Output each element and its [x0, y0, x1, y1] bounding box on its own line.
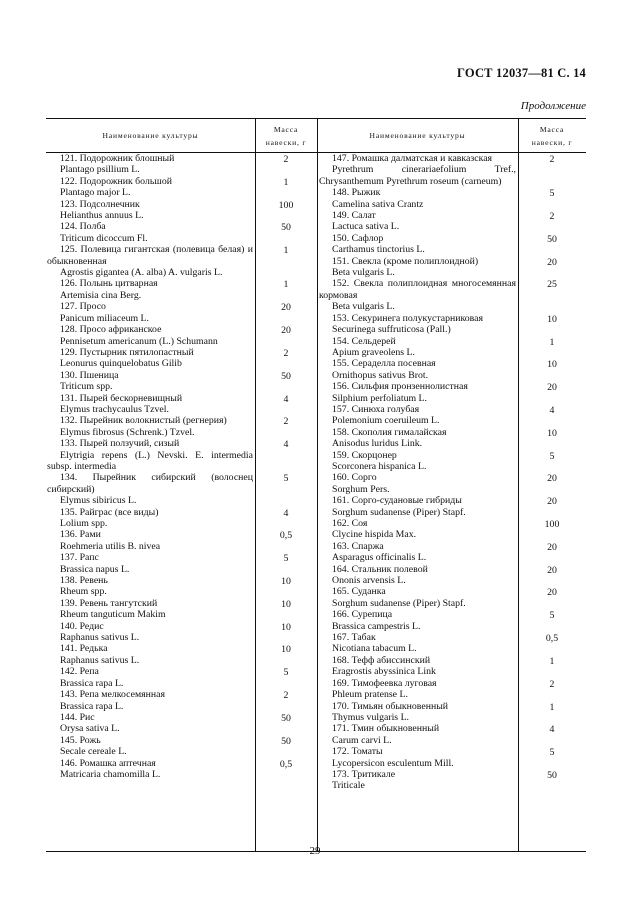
mass-value: 20 [547, 257, 557, 269]
mass-header-line1: Масса [539, 124, 565, 134]
mass-value: 10 [281, 622, 291, 634]
crop-latin-name: Rheum spp. [60, 586, 107, 598]
mass-value: 20 [281, 302, 291, 314]
crop-name: 135. Райграс (все виды) [60, 506, 159, 518]
mass-value: 20 [547, 473, 557, 485]
mass-value: 4 [283, 394, 289, 406]
column-header-name-right: Наименование культуры [369, 131, 466, 140]
crop-name: 152. Свекла полиплоидная многосемянная кормовая [319, 278, 516, 301]
column-header-name-left: Наименование культуры [102, 131, 199, 140]
crop-name: 134. Пырейник сибирский (волоснец сибирский) [47, 472, 253, 495]
crop-latin-name: Agrostis gigantea (A. alba) A. vulgaris L. [60, 267, 223, 279]
crop-name: 136. Рами [60, 529, 101, 541]
crop-name: 145. Рожь [60, 734, 101, 746]
mass-value: 2 [549, 211, 555, 223]
mass-value: 2 [283, 416, 289, 428]
page-number: 29 [309, 845, 321, 857]
crop-latin-name: Rheum tanguticum Makim [60, 609, 166, 621]
continuation-label: Продолжение [520, 100, 586, 112]
crop-name: 157. Синюха голубая [332, 403, 420, 415]
mass-header-line1: Масса [273, 124, 299, 134]
crop-latin-name: Pennisetum americanum (L.) Schumann [60, 335, 218, 347]
crop-name: 155. Сераделла посевная [332, 358, 436, 370]
mass-value: 0,5 [279, 530, 293, 542]
crop-name: 143. Репа мелкосемянная [60, 689, 166, 701]
crop-name: 122. Подорожник большой [60, 175, 172, 187]
mass-value: 20 [547, 542, 557, 554]
crop-latin-name: Scorconera hispanica L. [332, 460, 427, 472]
crop-name: 153. Секуринега полукустарниковая [332, 312, 483, 324]
crop-latin-name: Ononis arvensis L. [332, 575, 406, 587]
crop-latin-name: Securinega suffruticosa (Pall.) [332, 324, 451, 336]
crop-latin-name: Lactuca sativa L. [332, 221, 400, 233]
crop-name: 154. Сельдерей [332, 335, 396, 347]
mass-value: 10 [547, 314, 557, 326]
crop-name: 126. Полынь цитварная [60, 278, 158, 290]
mass-value: 0,5 [545, 633, 559, 645]
crop-latin-name: Brassica campestris L. [332, 620, 421, 632]
mass-value: 10 [281, 644, 291, 656]
crop-name: 149. Салат [332, 210, 376, 222]
mass-value: 5 [283, 553, 289, 565]
mass-value: 50 [547, 770, 557, 782]
mass-value: 2 [549, 154, 555, 166]
crop-name: 161. Сорго-судановые гибриды [332, 495, 462, 507]
mass-value: 10 [547, 359, 557, 371]
mass-header-line2: навески, г [265, 137, 307, 147]
crop-latin-name: Lycopersicon esculentum Mill. [332, 757, 454, 769]
crop-latin-name: Carum carvi L. [332, 734, 392, 746]
mass-value: 2 [283, 154, 289, 166]
mass-value: 20 [547, 496, 557, 508]
mass-value: 5 [549, 610, 555, 622]
mass-value: 50 [547, 234, 557, 246]
crop-name: 173. Тритикале [332, 768, 396, 780]
mass-value: 2 [283, 348, 289, 360]
crop-name: 144. Рис [60, 711, 95, 723]
crop-name: 138. Ревень [60, 575, 108, 587]
crop-name: 146. Ромашка аптечная [60, 757, 156, 769]
crop-name: 169. Тимофеевка луговая [332, 677, 437, 689]
mass-value: 10 [281, 599, 291, 611]
document-code: ГОСТ 12037—81 С. 14 [457, 66, 586, 80]
crop-latin-name: Elytrigia repens (L.) Nevski. E. intermedia subsp. intermedia [47, 449, 253, 472]
crop-latin-name: Elymus trachycaulus Tzvel. [60, 403, 169, 415]
mass-value: 50 [281, 736, 291, 748]
mass-value: 50 [281, 371, 291, 383]
crop-name: 132. Пырейник волокнистый (регнерия) [60, 415, 227, 427]
crop-latin-name: Brassica rapa L. [60, 700, 124, 712]
crop-latin-name: Helianthus annuus L. [60, 210, 144, 222]
crop-latin-name: Elymus sibiricus L. [60, 495, 137, 507]
crop-latin-name: Polemonium coeruileum L. [332, 415, 440, 427]
mass-value: 1 [283, 177, 289, 189]
crop-latin-name: Panicum miliaceum L. [60, 312, 149, 324]
mass-value: 2 [549, 679, 555, 691]
mass-value: 0,5 [279, 759, 293, 771]
crop-name: 131. Пырей бескорневищный [60, 392, 183, 404]
mass-value: 1 [549, 656, 555, 668]
crop-name: 125. Полевица гигантская (полевица белая) и обыкновенная [47, 244, 253, 267]
crop-latin-name: Artemisia cina Berg. [60, 289, 142, 301]
mass-value: 50 [281, 222, 291, 234]
crop-latin-name: Eragrostis abyssinica Link [332, 666, 436, 678]
column-header-mass-right [518, 119, 586, 152]
mass-value: 100 [278, 200, 294, 212]
crop-latin-name: Triticum spp. [60, 381, 113, 393]
crop-name: 121. Подорожник блошный [60, 153, 175, 164]
crop-name: 171. Тмин обыкновенный [332, 723, 440, 735]
crop-latin-name: Camelina sativa Crantz [332, 198, 424, 210]
mass-value: 1 [283, 245, 289, 257]
crop-name: 148. Рыжик [332, 187, 381, 199]
crop-name: 165. Суданка [332, 586, 386, 598]
crop-name: 151. Свекла (кроме полиплоидной) [332, 255, 479, 267]
crop-name: 127. Просо [60, 301, 106, 313]
mass-value: 2 [283, 690, 289, 702]
crop-name: 164. Стальник полевой [332, 563, 428, 575]
mass-header-line2: навески, г [531, 137, 573, 147]
crop-latin-name: Sorghum sudanense (Piper) Stapf. [332, 506, 466, 518]
mass-value: 20 [547, 565, 557, 577]
mass-value: 5 [549, 451, 555, 463]
crop-latin-name: Apium graveolens L. [332, 346, 415, 358]
crop-name: 170. Тимьян обыкновенный [332, 700, 449, 712]
crop-latin-name: Beta vulgaris L. [332, 267, 395, 279]
crop-latin-name: Brassica napus L. [60, 563, 130, 575]
crop-name: 123. Подсолнечник [60, 198, 140, 210]
crop-latin-name: Clycine hispida Max. [332, 529, 417, 541]
crop-name: 140. Редис [60, 620, 104, 632]
crop-name: 147. Ромашка далматская и кавказская [332, 153, 493, 164]
crop-names-right [319, 153, 516, 792]
crop-name: 124. Полба [60, 221, 106, 233]
column-header-mass-left [255, 119, 317, 152]
crop-latin-name: Asparagus officinalis L. [332, 552, 427, 564]
mass-value: 5 [549, 188, 555, 200]
crop-name: 130. Пшеница [60, 369, 119, 381]
crop-latin-name: Anisodus luridus Link. [332, 438, 423, 450]
crop-name: 139. Ревень тангутский [60, 597, 158, 609]
crop-latin-name: Carthamus tinctorius L. [332, 244, 425, 256]
crop-name: 141. Редька [60, 643, 108, 655]
mass-value: 4 [549, 724, 555, 736]
crop-name: 162. Соя [332, 518, 368, 529]
column-divider [317, 119, 318, 851]
crop-latin-name: Raphanus sativus L. [60, 632, 140, 644]
crop-name: 172. Томаты [332, 746, 383, 758]
mass-value: 4 [283, 439, 289, 451]
crop-name: 166. Сурепица [332, 609, 393, 621]
mass-value: 20 [547, 587, 557, 599]
mass-value: 4 [549, 405, 555, 417]
crop-latin-name: Nicotiana tabacum L. [332, 643, 417, 655]
column-divider [518, 119, 519, 851]
mass-value: 5 [549, 747, 555, 759]
mass-value: 5 [283, 667, 289, 679]
crop-latin-name: Phleum pratense L. [332, 689, 408, 701]
crop-name: 159. Скорцонер [332, 449, 397, 461]
mass-value: 10 [547, 428, 557, 440]
mass-value: 1 [283, 279, 289, 291]
crop-latin-name: Elymus fibrosus (Schrenk.) Tzvel. [60, 426, 195, 438]
crop-latin-name: Plantago major L. [60, 187, 131, 199]
crop-name: 168. Тефф абиссинский [332, 654, 431, 666]
crop-latin-name: Thymus vulgaris L. [332, 711, 410, 723]
mass-value: 20 [547, 382, 557, 394]
mass-value: 100 [544, 519, 560, 531]
crop-latin-name: Roehmeria utilis B. nivea [60, 540, 161, 552]
crop-latin-name: Secale cereale L. [60, 746, 127, 758]
mass-value: 5 [283, 473, 289, 485]
crop-latin-name: Raphanus sativus L. [60, 654, 140, 666]
mass-value: 50 [281, 713, 291, 725]
mass-value: 1 [549, 337, 555, 349]
crop-name: 150. Сафлор [332, 232, 384, 244]
mass-value: 20 [281, 325, 291, 337]
crop-latin-name: Pyrethrum cinerariaefolium Tref., Chrysanthemum Pyrethrum roseum (carneum) [319, 164, 516, 187]
crop-latin-name: Orysa sativa L. [60, 723, 120, 735]
crop-latin-name: Sorghum sudanense (Piper) Stapf. [332, 597, 466, 609]
mass-value: 25 [547, 279, 557, 291]
crop-name: 128. Просо африканское [60, 324, 162, 336]
crop-name: 156. Сильфия пронзеннолистная [332, 381, 468, 393]
crop-latin-name: Plantago psillium L. [60, 164, 140, 176]
crop-name: 137. Рапс [60, 552, 99, 564]
crop-name: 133. Пырей ползучий, сизый [60, 438, 180, 450]
crop-latin-name: Triticale [332, 780, 365, 792]
crop-names-left [47, 153, 253, 780]
crop-name: 142. Репа [60, 666, 99, 678]
crop-latin-name: Triticum dicoccum Fl. [60, 232, 148, 244]
crop-latin-name: Matricaria chamomilla L. [60, 768, 161, 780]
crop-latin-name: Silphium perfoliatum L. [332, 392, 427, 404]
seed-mass-table [46, 118, 586, 852]
crop-latin-name: Ornithopus sativus Brot. [332, 369, 429, 381]
crop-latin-name: Lolium spp. [60, 518, 108, 529]
crop-name: 129. Пустырник пятилопастный [60, 346, 194, 358]
mass-value: 4 [283, 508, 289, 520]
crop-latin-name: Leonurus quinquelobatus Gilib [60, 358, 182, 370]
crop-name: 163. Спаржа [332, 540, 384, 552]
crop-name: 160. Сорго [332, 472, 377, 484]
mass-value: 1 [549, 702, 555, 714]
crop-latin-name: Brassica rapa L. [60, 677, 124, 689]
crop-latin-name: Sorghum Pers. [332, 483, 390, 495]
crop-latin-name: Beta vulgaris L. [332, 301, 395, 313]
crop-name: 167. Табак [332, 632, 376, 644]
mass-value: 10 [281, 576, 291, 588]
crop-name: 158. Скополия гималайская [332, 426, 447, 438]
